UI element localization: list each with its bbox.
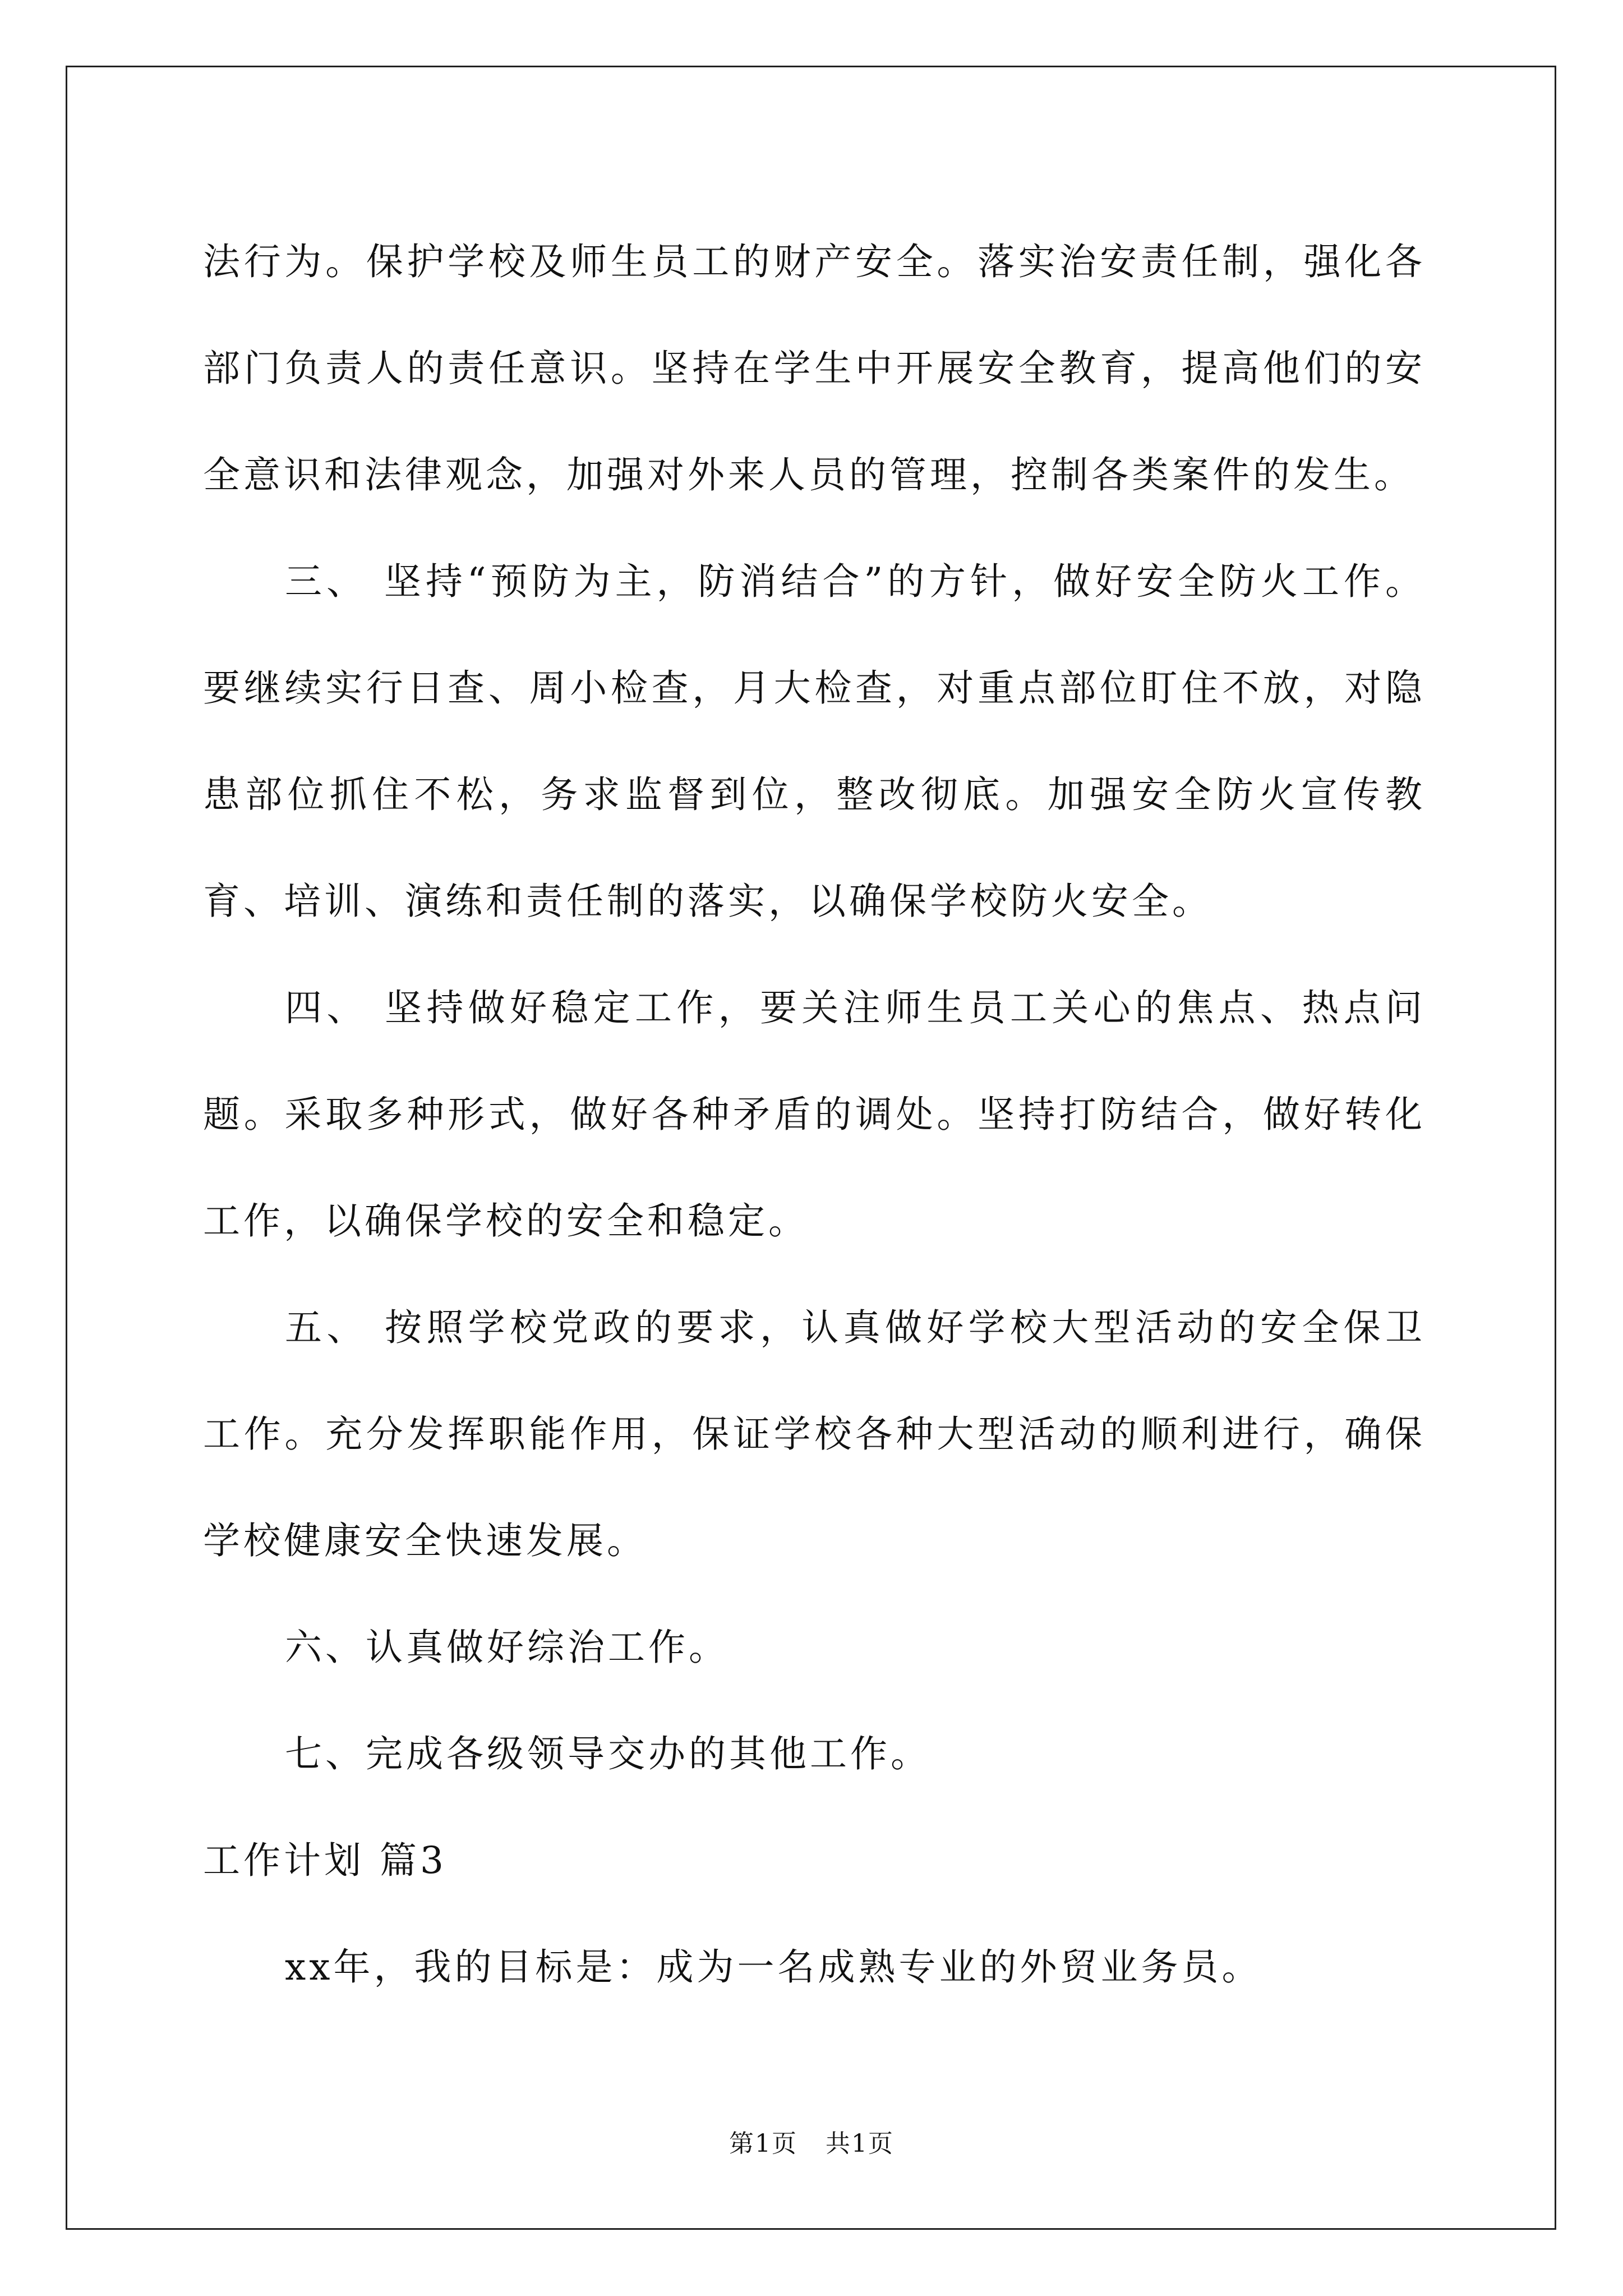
paragraph-1: 法行为。保护学校及师生员工的财产安全。落实治安责任制，强化各部门负责人的责任意识。坚持在学生中开展安全教育，提高他们的安全意识和法律观念，加强对外来人员的管理，控制各类案件的发生。 <box>203 240 1426 496</box>
page-footer <box>0 2127 1623 2161</box>
paragraph-2: 三、 坚持“预防为主，防消结合”的方针，做好安全防火工作。要继续实行日查、周小检查，月大检查，对重点部位盯住不放，对隐患部位抓住不松，务求监督到位，整改彻底。加强安全防火宣传教育、培训、演练和责任制的落实，以确保学校防火安全。 <box>203 560 1426 923</box>
page-number: 第1页 <box>729 2129 797 2158</box>
paragraph-4: 五、 按照学校党政的要求，认真做好学校大型活动的安全保卫工作。充分发挥职能作用，保证学校各种大型活动的顺利进行，确保学校健康安全快速发展。 <box>203 1306 1426 1562</box>
paragraph-6: 七、完成各级领导交办的其他工作。 <box>285 1732 931 1775</box>
paragraph-3: 四、 坚持做好稳定工作，要关注师生员工关心的焦点、热点问题。采取多种形式，做好各种矛盾的调处。坚持打防结合，做好转化工作，以确保学校的安全和稳定。 <box>203 986 1426 1243</box>
paragraph-7: xx年，我的目标是：成为一名成熟专业的外贸业务员。 <box>285 1945 1262 1989</box>
page-total: 共1页 <box>826 2129 894 2158</box>
paragraph-5: 六、认真做好综治工作。 <box>285 1626 729 1669</box>
document-body <box>203 209 1426 2021</box>
section-heading: 工作计划 篇3 <box>203 1839 447 1882</box>
